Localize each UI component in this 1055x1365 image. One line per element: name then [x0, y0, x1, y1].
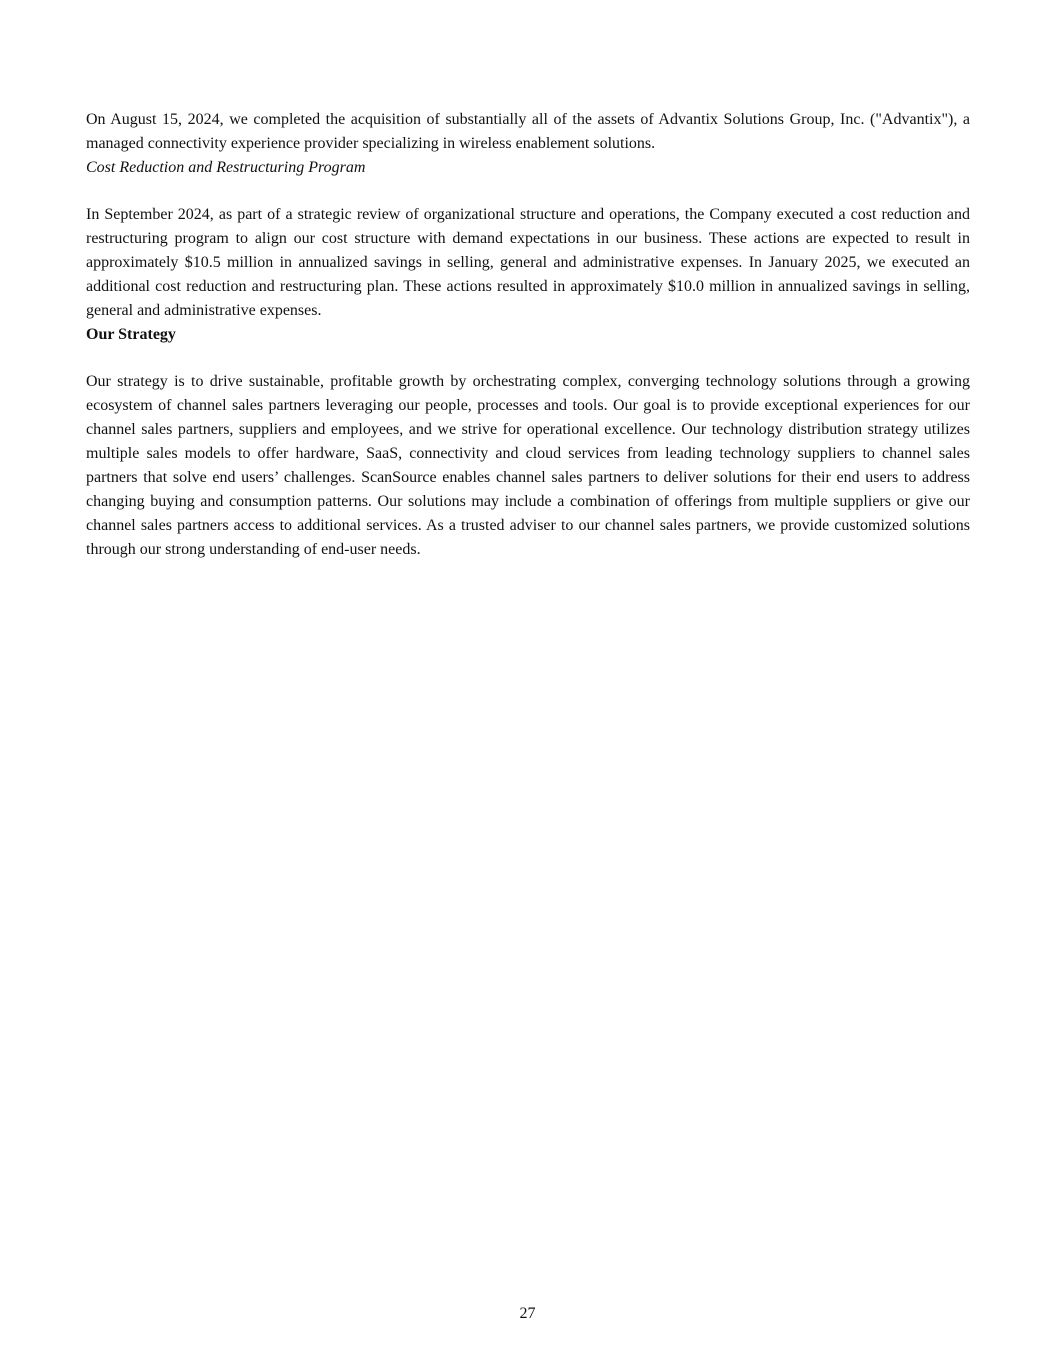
- cost-reduction-heading: Cost Reduction and Restructuring Program: [86, 159, 366, 176]
- page-number: 27: [519, 1305, 536, 1322]
- acquisition-paragraph: On August 15, 2024, we completed the acquisition of substantially all of the assets of Advantix Solutions Group, Inc. ("Advantix"), a managed connectivity experience provider specializing in wireless enablement solutions.: [86, 111, 970, 152]
- cost-reduction-paragraph: In September 2024, as part of a strategic review of organizational structure and operations, the Company executed a cost reduction and restructuring program to align our cost structure with demand expectations in our business. These actions are expected to result in approximately $10.5 million in annualized savings in selling, general and administrative expenses. In January 2025, we executed an additional cost reduction and restructuring plan. These actions resulted in approximately $10.0 million in annualized savings in selling, general and administrative expenses.: [86, 206, 970, 319]
- strategy-heading: Our Strategy: [86, 326, 176, 343]
- document-body: [86, 108, 970, 562]
- strategy-paragraph: Our strategy is to drive sustainable, profitable growth by orchestrating complex, converging technology solutions through a growing ecosystem of channel sales partners leveraging our people, processes and tools. Our goal is to provide exceptional experiences for our channel sales partners, suppliers and employees, and we strive for operational excellence. Our technology distribution strategy utilizes multiple sales models to offer hardware, SaaS, connectivity and cloud services from leading technology suppliers to channel sales partners that solve end users’ challenges. ScanSource enables channel sales partners to deliver solutions for their end users to address changing buying and consumption patterns. Our solutions may include a combination of offerings from multiple suppliers or give our channel sales partners access to additional services. As a trusted adviser to our channel sales partners, we provide customized solutions through our strong understanding of end-user needs.: [86, 373, 970, 558]
